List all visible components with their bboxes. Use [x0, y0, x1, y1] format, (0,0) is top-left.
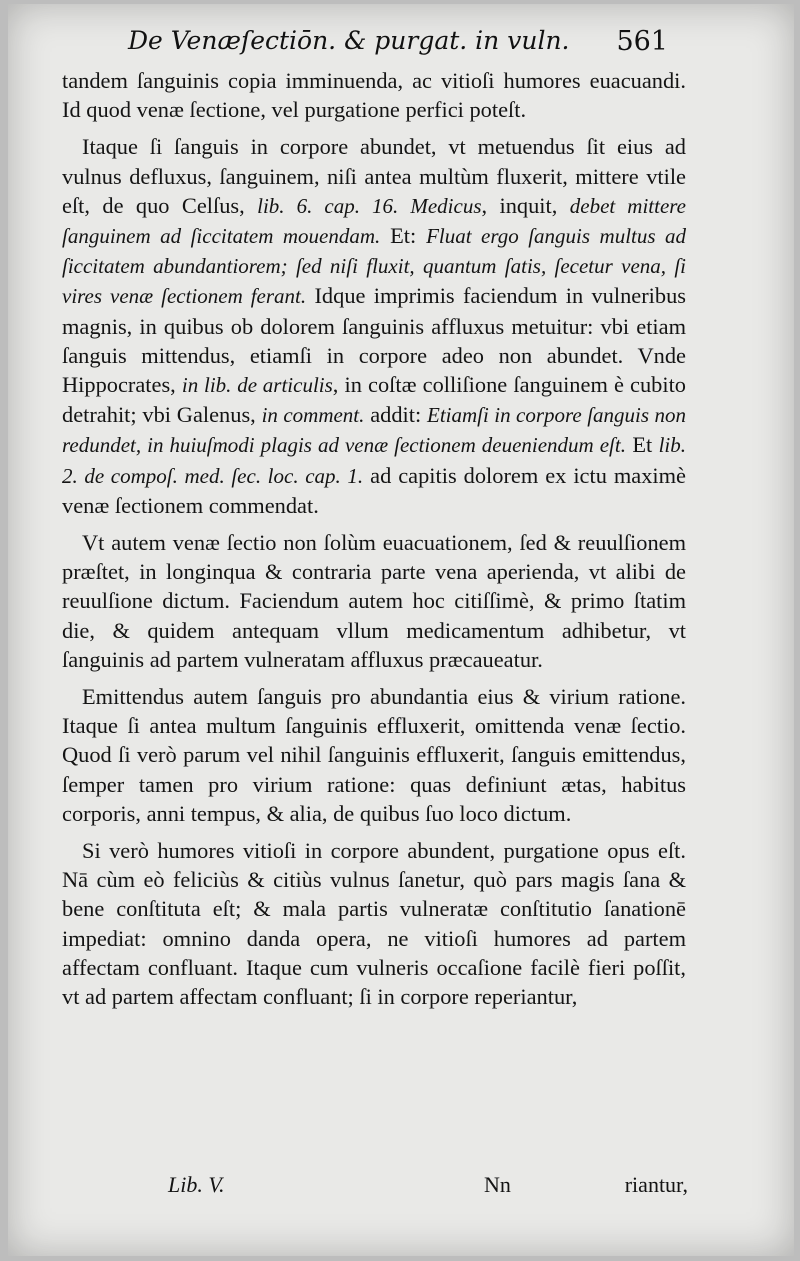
text-run: , inquit, — [481, 192, 558, 218]
paragraph-4 — [62, 682, 686, 828]
text-run: Idque imprimis faciendum in vulneribus magnis, in quibus ob dolorem ſanguinis affluxus metuitur: vbi etiam ſanguis mittendus, etiamſi in corpore adeo non abundet. Vnde Hippocrates, — [62, 283, 687, 398]
quotation: debet mittere ſanguinem ad ſiccitatem mouendam. — [62, 193, 686, 249]
text-run: Emittendus autem ſanguis pro abundantia eius & virium ratione. Itaque ſi antea multum ſanguinis effluxerit, omittenda venæ ſectio. Quod ſi verò parum vel nihil ſanguinis effluxerit, ſanguis emittendus, ſemper tamen pro virium ratione: quas definiunt ætas, habitus corporis, anni tempus, & alia, de quibus ſuo loco dictum. — [62, 684, 686, 826]
quotation: Fluat ergo ſanguis multus ad ſiccitatem abundantiorem; ſed niſi fluxit, quantum ſatis, ſecetur vena, ſi vires venæ ſectionem ferant. — [62, 224, 687, 309]
paragraph-2 — [62, 132, 686, 520]
page-number: 561 — [616, 26, 668, 57]
paragraph-5 — [62, 836, 686, 1011]
running-title: De Venæſectiōn. & purgat. in vuln. — [128, 26, 570, 55]
paragraph-1 — [62, 66, 686, 124]
citation: in comment. — [261, 403, 365, 428]
citation: in lib. de articulis — [181, 373, 333, 398]
book-page — [8, 4, 794, 1256]
text-run: , in coſtæ colliſione ſanguinem è cubito detrahit; vbi Galenus, — [62, 372, 686, 428]
quotation: Etiamſi in corpore ſanguis non redundet, in huiuſmodi plagis ad venæ ſectionem deueniendum eſt. — [62, 403, 686, 458]
text-run: ad capitis dolorem ex ictu maximè venæ ſectionem commendat. — [62, 462, 686, 518]
text-run: Vt autem venæ ſectio non ſolùm euacuationem, ſed & reuulſionem præſtet, in longinqua & contraria parte vena aperienda, vt alibi de reuulſione dictum. Faciendum autem hoc citiſſimè, & primo ſtatim die, & quidem antequam vllum medicamentum adhibetur, vt ſanguinis ad partem vulneratam affluxus præcaueatur. — [62, 530, 686, 672]
paragraph-3 — [62, 528, 686, 674]
page-footer — [168, 1172, 688, 1204]
book-signature: Lib. V. — [168, 1172, 225, 1197]
gathering-signature: Nn — [484, 1172, 511, 1197]
page-header — [128, 26, 668, 62]
body-text — [62, 66, 686, 1011]
text-run: Et — [632, 432, 653, 458]
text-run: Itaque ſi ſanguis in corpore abundet, vt metuendus ſit eius ad vulnus defluxus, ſanguinem, niſi antea multùm fluxerit, mittere vtile eſt, de quo Celſus, — [62, 134, 686, 218]
text-run: addit: — [370, 402, 422, 428]
text-run: Et: — [390, 223, 417, 249]
citation: lib. 6. cap. 16. Medicus — [257, 193, 482, 218]
text-run: Si verò humores vitioſi in corpore abundent, purgatione opus eſt. Nā cùm eò feliciùs & citiùs vulnus ſanetur, quò pars magis ſana & bene conſtituta eſt; & mala partis vulneratæ conſtitutio ſanationē impediat: omnino danda opera, ne vitioſi humores ad partem affectam confluant. Itaque cum vulneris occaſione facilè fieri poſſit, vt ad partem affectam confluant; ſi in corpore reperiantur, — [62, 838, 686, 1010]
catchword: riantur, — [624, 1172, 688, 1197]
citation: lib. 2. de compoſ. med. ſec. loc. cap. 1. — [62, 433, 686, 488]
text-run: tandem ſanguinis copia imminuenda, ac vitioſi humores euacuandi. Id quod venæ ſectione, vel purgatione perfici poteſt. — [62, 68, 686, 123]
